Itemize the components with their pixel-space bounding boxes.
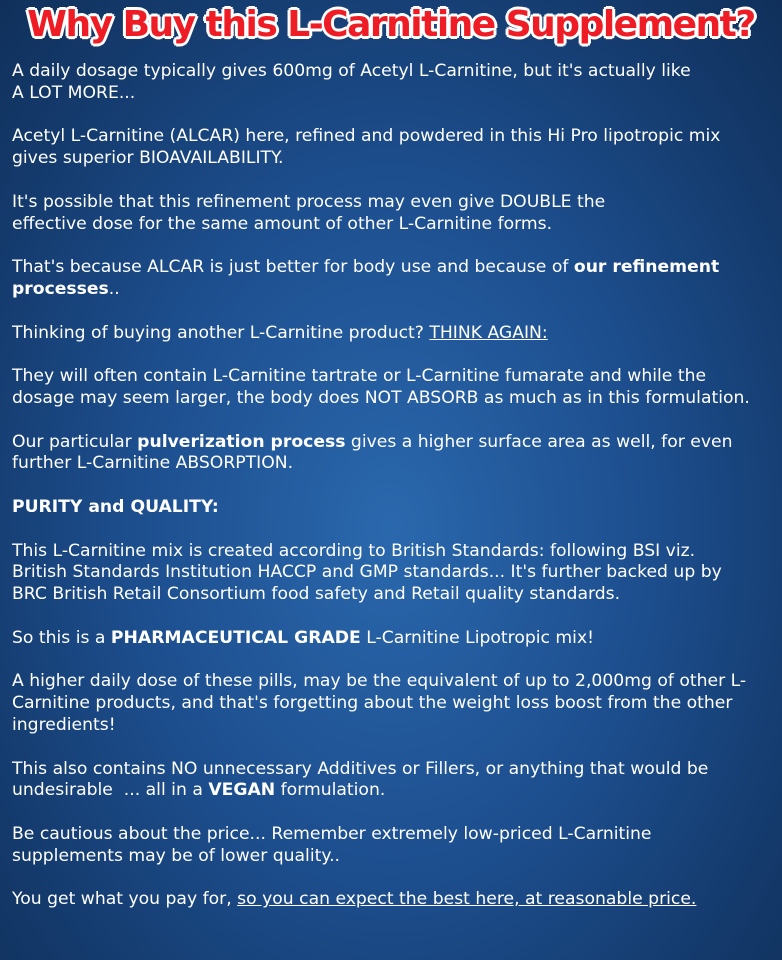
paragraph-text: A higher daily dose of these pills, may be the equivalent of up to 2,000mg of other L-Carnitine products, and that's forgetting about the weight loss boost from the other ingredients! xyxy=(12,671,747,735)
paragraph-text: That's because ALCAR is just better for body use and because of xyxy=(12,257,574,278)
bold-text: VEGAN xyxy=(208,780,276,801)
paragraph-text: supplements may be of lower quality.. xyxy=(12,845,340,866)
paragraph-tartrate xyxy=(12,366,772,410)
bold-text: our refinement processes xyxy=(12,257,720,299)
paragraph-text: gives a higher surface area as well, for even further L-Carnitine ABSORPTION. xyxy=(12,431,733,474)
paragraph-text: This L-Carnitine mix is created according to British Standards: following BSI viz. xyxy=(12,540,696,561)
bold-text: pulverization process xyxy=(137,431,346,452)
paragraph-pulverization xyxy=(12,432,772,476)
paragraph-price-caution xyxy=(12,824,772,868)
paragraph-text: It's possible that this refinement process may even give DOUBLE the xyxy=(12,191,606,212)
paragraph-refinement xyxy=(12,192,772,236)
bold-text: PHARMACEUTICAL GRADE xyxy=(110,627,361,648)
paragraph-text: A LOT MORE... xyxy=(12,82,136,103)
paragraph-british-standards xyxy=(12,541,772,606)
underlined-text: so you can expect the best here, at reasonable price. xyxy=(237,889,697,910)
paragraph-text: A daily dosage typically gives 600mg of Acetyl L-Carnitine, but it's actually like xyxy=(12,61,691,81)
paragraph-text: You get what you pay for, xyxy=(12,889,238,910)
paragraph-higher-dose xyxy=(12,671,772,736)
paragraph-vegan xyxy=(12,759,772,803)
page-title: Why Buy this L-Carnitine Supplement? xyxy=(27,4,755,45)
paragraph-text: gives superior BIOAVAILABILITY. xyxy=(12,148,284,169)
bold-text: PURITY and QUALITY: xyxy=(12,496,219,517)
paragraph-pay-for xyxy=(12,889,772,911)
paragraph-text: So this is a xyxy=(12,627,111,648)
paragraph-text: Thinking of buying another L-Carnitine product? xyxy=(12,322,430,343)
paragraph-text: Acetyl L-Carnitine (ALCAR) here, refined and powdered in this Hi Pro lipotropic mix xyxy=(12,126,721,147)
paragraph-text: This also contains NO unnecessary Additives or Fillers, or anything that would be xyxy=(12,758,709,779)
heading-purity-quality xyxy=(12,497,772,519)
paragraph-text: They will often contain L-Carnitine tartrate or L-Carnitine fumarate and while the dosage may seem larger, the body does NOT ABSORB as much as in this formulation. xyxy=(12,366,750,408)
paragraph-pharmaceutical-grade xyxy=(12,628,772,650)
paragraph-think-again xyxy=(12,323,772,345)
paragraph-text: BRC British Retail Consortium food safety and Retail quality standards. xyxy=(12,584,621,605)
paragraph-text: .. xyxy=(108,278,120,299)
description-body xyxy=(12,61,772,933)
paragraph-text: Our particular xyxy=(12,431,138,452)
paragraph-body-use xyxy=(12,257,772,301)
paragraph-text: British Standards Institution HACCP and GMP standards... It's further backed up by xyxy=(12,562,722,583)
paragraph-alcar xyxy=(12,126,772,170)
paragraph-text: Be cautious about the price... Remember extremely low-priced L-Carnitine xyxy=(12,823,652,844)
underlined-text: THINK AGAIN: xyxy=(429,322,548,343)
paragraph-text: undesirable ... all in a xyxy=(12,780,209,801)
paragraph-text: formulation. xyxy=(275,780,386,801)
paragraph-daily-dosage xyxy=(12,61,772,105)
paragraph-text: L-Carnitine Lipotropic mix! xyxy=(360,627,595,648)
paragraph-text: effective dose for the same amount of other L-Carnitine forms. xyxy=(12,213,553,234)
